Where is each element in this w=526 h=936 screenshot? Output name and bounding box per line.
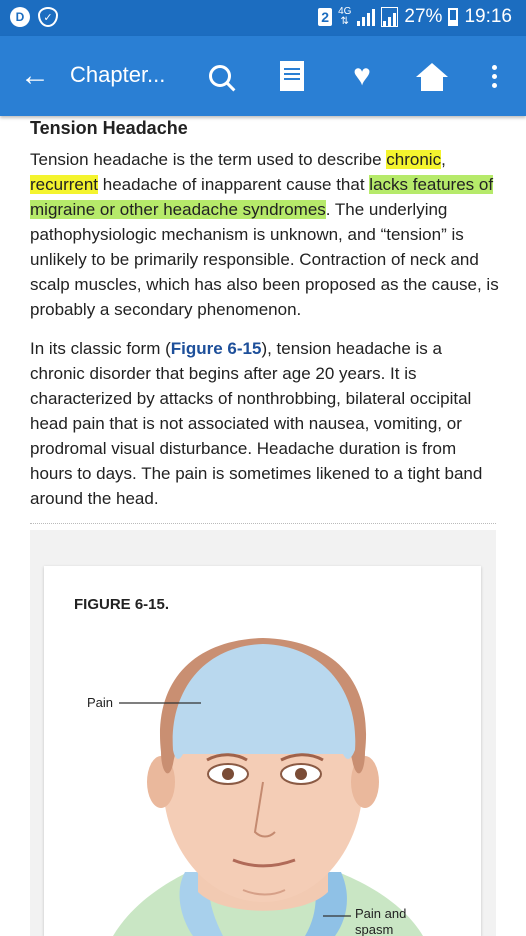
figure-link[interactable]: Figure 6-15 bbox=[170, 339, 262, 358]
section-heading: Tension Headache bbox=[30, 118, 188, 138]
text: In its classic form ( bbox=[30, 339, 171, 358]
right-pupil bbox=[295, 768, 307, 780]
spasm-annotation-line2: spasm bbox=[355, 922, 394, 936]
back-arrow-icon[interactable]: ← bbox=[20, 59, 50, 92]
highlight-chronic[interactable]: chronic bbox=[386, 150, 442, 169]
network-type-icon: 4G ⇅ bbox=[338, 6, 352, 27]
divider bbox=[30, 523, 496, 524]
home-icon[interactable] bbox=[412, 56, 452, 96]
search-icon[interactable] bbox=[200, 56, 240, 96]
paragraph-1 bbox=[30, 147, 500, 322]
clock: 19:16 bbox=[464, 6, 512, 27]
figure-illustration[interactable] bbox=[73, 632, 453, 936]
pain-annotation: Pain bbox=[87, 695, 114, 710]
highlight-lacks-features[interactable]: lacks features of migraine or other headache syndromes bbox=[30, 175, 494, 219]
article-content bbox=[30, 116, 500, 525]
status-bar bbox=[0, 0, 526, 36]
chapter-title[interactable]: Chapter... bbox=[70, 62, 166, 87]
highlight-recurrent[interactable]: recurrent bbox=[30, 175, 99, 194]
app-notification-icon: D bbox=[10, 7, 30, 27]
text: , bbox=[441, 150, 446, 169]
figure-label: FIGURE 6-15. bbox=[74, 596, 170, 613]
overflow-menu-icon[interactable] bbox=[474, 56, 514, 96]
text: . The underlying pathophysiologic mechanism is unknown, and “tension” is unlikely to be primarily responsible. Contraction of neck and scalp muscles, which has also been proposed as the cause, is probably a secondary phenomenon. bbox=[30, 200, 499, 319]
sim-indicator: 2 bbox=[318, 8, 332, 26]
text: Tension headache is the term used to describe bbox=[30, 150, 387, 169]
spasm-annotation-line1: Pain and bbox=[355, 906, 407, 921]
signal-strength-icon bbox=[357, 8, 375, 26]
battery-percent: 27% bbox=[404, 6, 443, 27]
text: ), tension headache is a chronic disorder that begins after age 20 years. It is characterized by attacks of nonthrobbing, bilateral occipital head pain that is not associated with nausea, vomiting, or prodromal visual disturbance. Headache duration is from hours to days. The pain is sometimes likened to a tight band around the head. bbox=[30, 339, 483, 508]
signal-strength-2-icon bbox=[381, 7, 398, 27]
left-pupil bbox=[222, 768, 234, 780]
text: headache of inapparent cause that bbox=[98, 175, 370, 194]
heart-icon[interactable]: ♥ bbox=[353, 59, 371, 92]
battery-icon bbox=[448, 8, 458, 26]
paragraph-2 bbox=[30, 336, 500, 511]
document-icon[interactable] bbox=[272, 56, 312, 96]
shield-check-icon: ✓ bbox=[38, 7, 58, 27]
app-bar bbox=[0, 36, 526, 116]
